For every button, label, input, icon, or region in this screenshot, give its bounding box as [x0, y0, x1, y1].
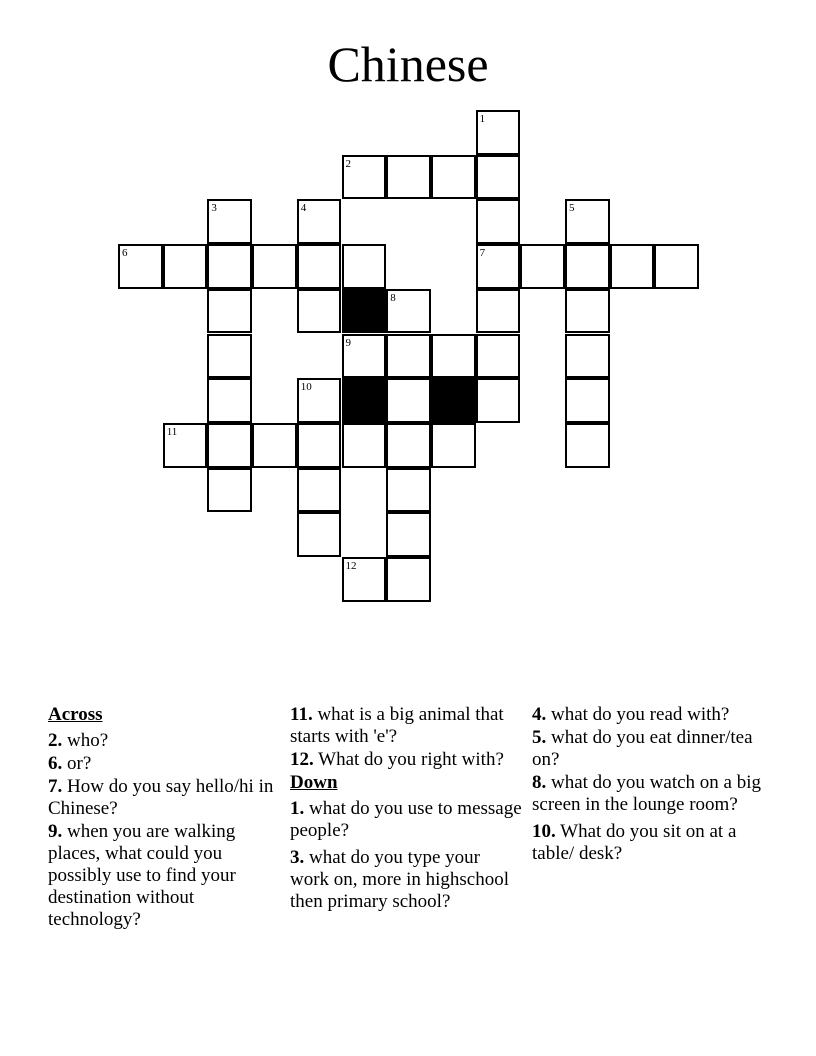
across-heading: Across [48, 704, 103, 725]
clues-column-1 [48, 704, 280, 932]
clue-number: 3 [211, 202, 217, 215]
down-clue-10: 10. What do you sit on at a table/ desk? [532, 821, 737, 864]
grid-cell[interactable] [252, 244, 297, 289]
grid-cell[interactable] [297, 512, 342, 557]
grid-cell[interactable] [297, 468, 342, 513]
grid-cell[interactable] [565, 244, 610, 289]
grid-cell[interactable] [565, 334, 610, 379]
clue-number: 7 [479, 247, 486, 260]
grid-cell[interactable] [386, 334, 431, 379]
grid-cell[interactable] [476, 244, 521, 289]
grid-cell[interactable] [342, 557, 387, 602]
grid-cell[interactable] [476, 378, 521, 423]
clues-column-2 [290, 704, 522, 914]
puzzle-title: Chinese [327, 36, 489, 92]
grid-cell[interactable] [297, 199, 342, 244]
across-clue-2: 2. who? [48, 730, 109, 751]
grid-cell[interactable] [565, 199, 610, 244]
grid-cell[interactable] [163, 244, 208, 289]
grid-cell[interactable] [342, 244, 387, 289]
grid-cell[interactable] [207, 378, 252, 423]
down-clue-3: 3. what do you type your work on, more in highschool then primary school? [290, 847, 510, 912]
grid-cell[interactable] [476, 199, 521, 244]
down-clue-4: 4. what do you read with? [532, 704, 730, 725]
grid-cell[interactable] [342, 334, 387, 379]
grid-cell[interactable] [297, 289, 342, 334]
clue-number: 2 [345, 157, 351, 170]
grid-cell[interactable] [207, 468, 252, 513]
down-heading: Down [290, 772, 338, 793]
grid-cell[interactable] [431, 334, 476, 379]
grid-cell[interactable] [163, 423, 208, 468]
grid-cell[interactable] [386, 468, 431, 513]
black-cell [342, 378, 387, 423]
grid-cell[interactable] [520, 244, 565, 289]
grid-cell[interactable] [207, 289, 252, 334]
grid-cell[interactable] [431, 155, 476, 200]
black-cell [342, 289, 387, 334]
grid-cell[interactable] [431, 423, 476, 468]
grid-cell[interactable] [386, 512, 431, 557]
grid-cell[interactable] [342, 423, 387, 468]
clue-number: 5 [569, 202, 575, 215]
grid-cell[interactable] [476, 110, 521, 155]
clue-number: 10 [300, 381, 312, 394]
grid-cell[interactable] [386, 557, 431, 602]
grid-cell[interactable] [297, 423, 342, 468]
grid-cell[interactable] [297, 378, 342, 423]
clue-number: 1 [479, 113, 486, 125]
across-clue-7: 7. How do you say hello/hi in Chinese? [48, 776, 274, 819]
clue-number: 6 [122, 247, 128, 260]
grid-cell[interactable] [565, 378, 610, 423]
grid-cell[interactable] [207, 244, 252, 289]
down-clue-8: 8. what do you watch on a big screen in the lounge room? [532, 772, 762, 815]
across-clue-6: 6. or? [48, 753, 92, 774]
clues-column-3 [532, 704, 764, 866]
grid-cell[interactable] [476, 289, 521, 334]
grid-cell[interactable] [342, 155, 387, 200]
grid-cell[interactable] [386, 423, 431, 468]
clue-number: 11 [166, 425, 178, 438]
clue-number: 8 [390, 291, 396, 304]
clue-number: 9 [345, 336, 351, 349]
grid-cell[interactable] [476, 155, 521, 200]
grid-cell[interactable] [252, 423, 297, 468]
grid-cell[interactable] [654, 244, 699, 289]
black-cell [431, 378, 476, 423]
grid-cell[interactable] [207, 334, 252, 379]
grid-cell[interactable] [297, 244, 342, 289]
grid-cell[interactable] [118, 244, 163, 289]
across-clue-12: 12. What do you right with? [290, 749, 504, 770]
across-clue-9: 9. when you are walking places, what could you possibly use to find your destination without technology? [48, 821, 236, 930]
grid-cell[interactable] [386, 155, 431, 200]
grid-cell[interactable] [386, 378, 431, 423]
clue-number: 12 [345, 560, 357, 572]
grid-cell[interactable] [565, 423, 610, 468]
down-clue-1: 1. what do you use to message people? [290, 798, 522, 841]
grid-cell[interactable] [207, 199, 252, 244]
grid-cell[interactable] [610, 244, 655, 289]
grid-cell[interactable] [386, 289, 431, 334]
down-clue-5: 5. what do you eat dinner/tea on? [532, 727, 753, 770]
grid-cell[interactable] [476, 334, 521, 379]
grid-cell[interactable] [565, 289, 610, 334]
grid-cell[interactable] [207, 423, 252, 468]
clue-number: 4 [300, 202, 307, 215]
across-clue-11: 11. what is a big animal that starts with 'e'? [290, 704, 504, 747]
